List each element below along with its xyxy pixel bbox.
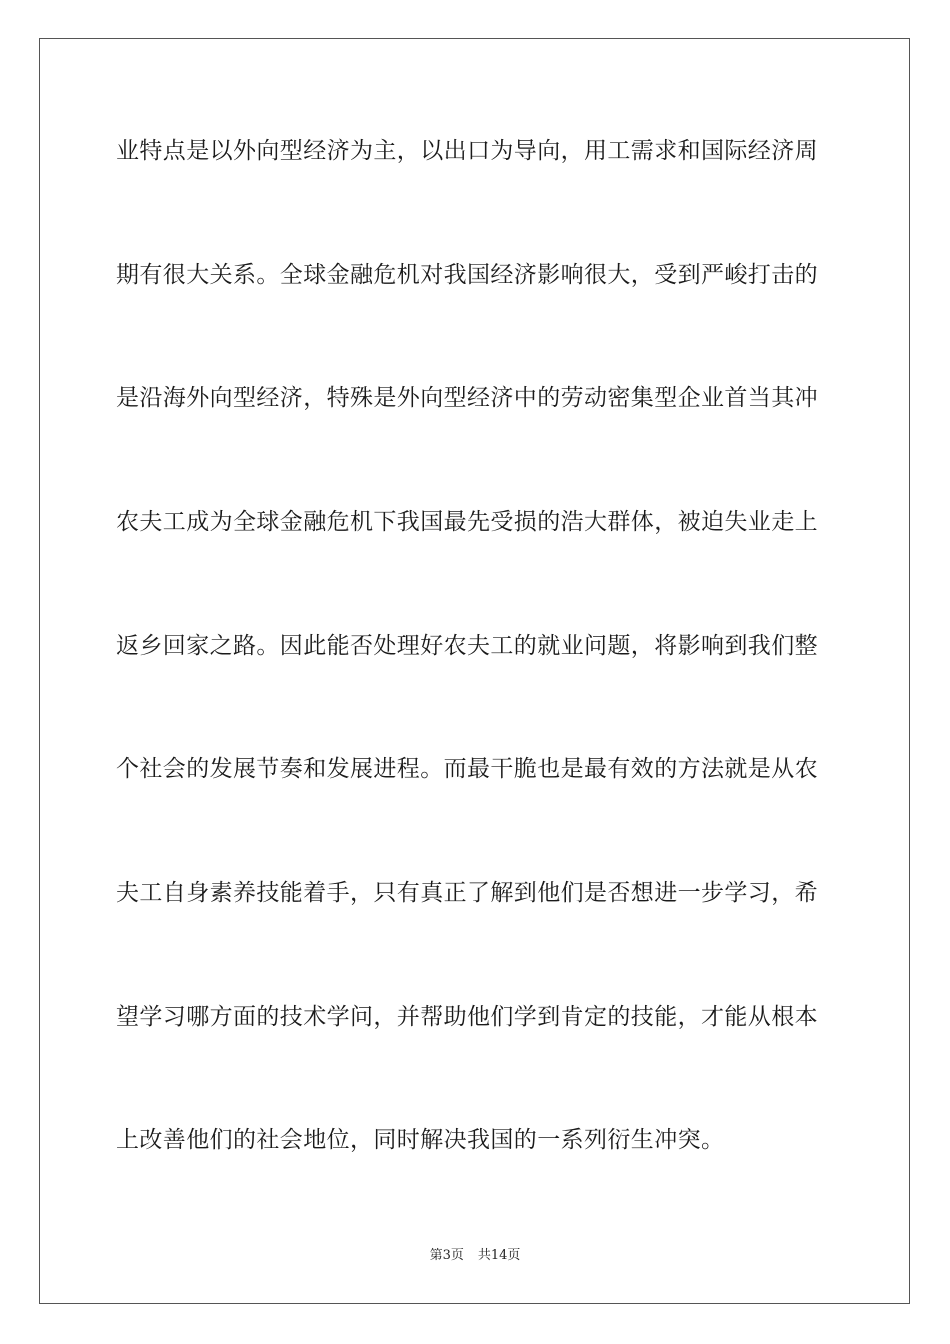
body-text-line-8: 望学习哪方面的技术学问，并帮助他们学到肯定的技能，才能从根本 <box>116 1004 818 1030</box>
page-total: 共14页 <box>477 1248 521 1263</box>
page-number: 第3页 <box>429 1248 464 1263</box>
body-text-line-4: 农夫工成为全球金融危机下我国最先受损的浩大群体，被迫失业走上 <box>116 509 818 535</box>
body-text-line-2: 期有很大关系。全球金融危机对我国经济影响很大，受到严峻打击的 <box>116 262 818 288</box>
body-text-line-5: 返乡回家之路。因此能否处理好农夫工的就业问题，将影响到我们整 <box>116 633 818 659</box>
page-border <box>39 38 910 1304</box>
body-text-line-9: 上改善他们的社会地位，同时解决我国的一系列衍生冲突。 <box>116 1127 725 1153</box>
body-text-line-6: 个社会的发展节奏和发展进程。而最干脆也是最有效的方法就是从农 <box>116 756 818 782</box>
body-text-line-7: 夫工自身素养技能着手，只有真正了解到他们是否想进一步学习，希 <box>116 880 818 906</box>
body-text-line-1: 业特点是以外向型经济为主，以出口为导向，用工需求和国际经济周 <box>116 138 818 164</box>
page-footer <box>0 1247 950 1265</box>
body-text-line-3: 是沿海外向型经济，特殊是外向型经济中的劳动密集型企业首当其冲 <box>116 385 818 411</box>
